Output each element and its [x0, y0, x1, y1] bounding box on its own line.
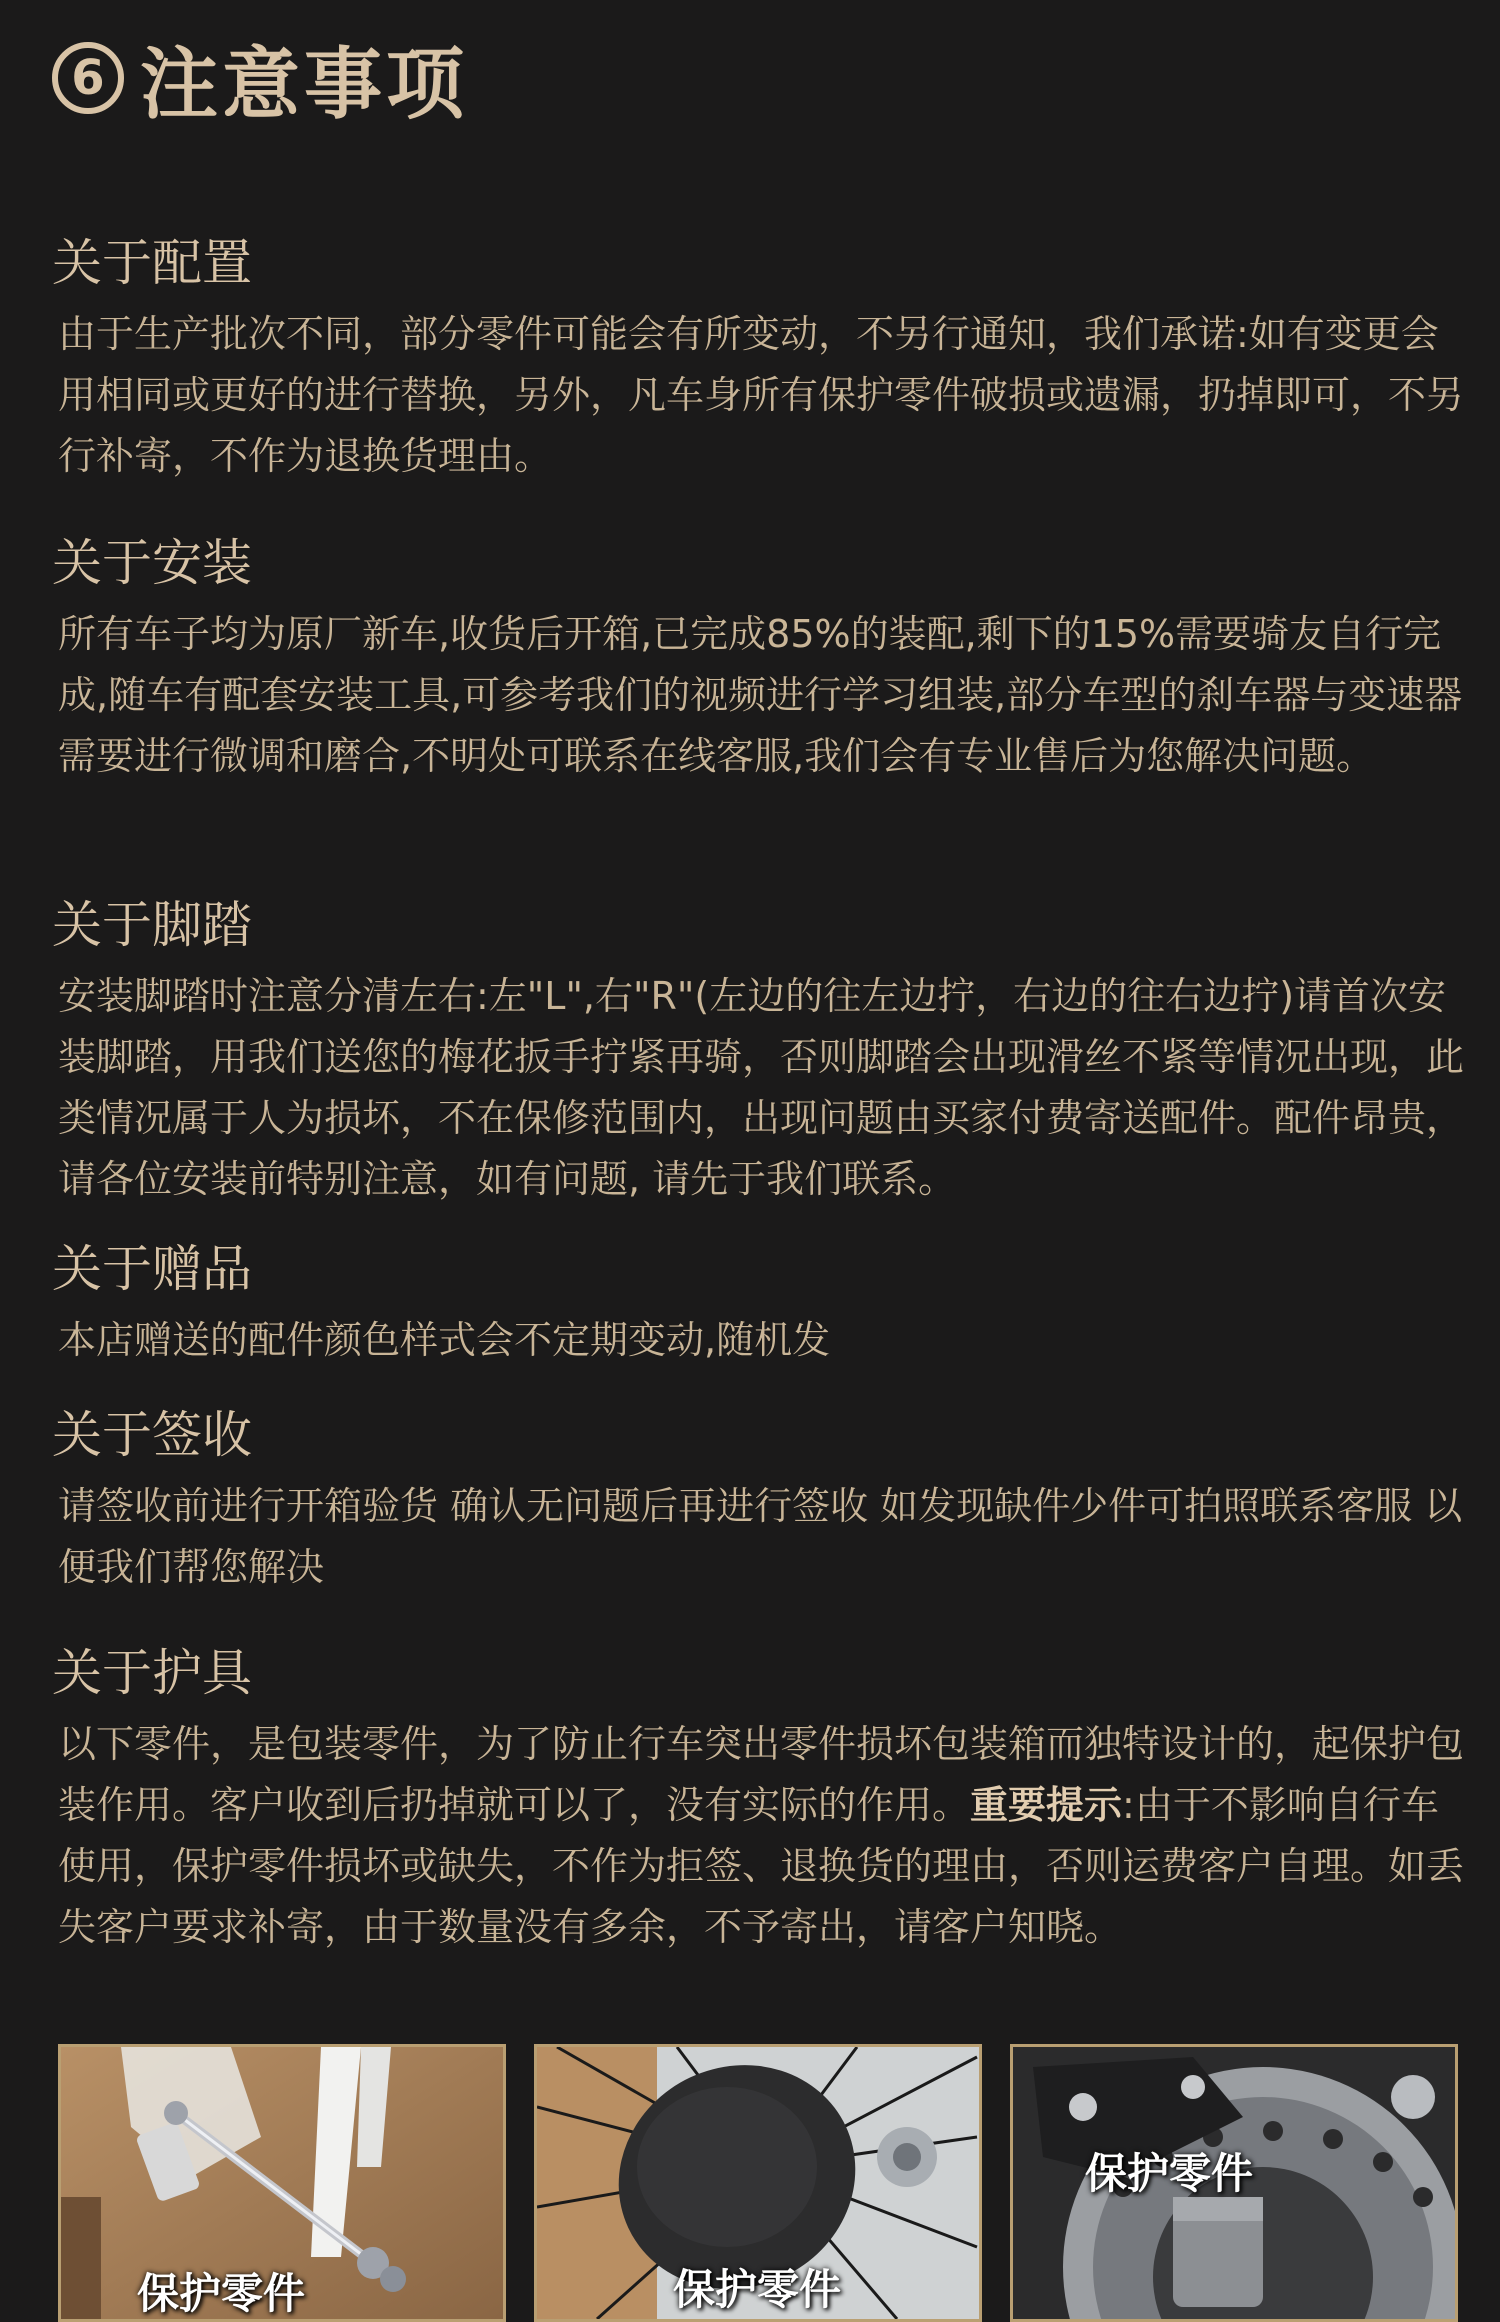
- body-text: 以下零件，是包装零件，为了防止行车突出零件损坏包装箱而独特设计的，起保护包装作用。客户收到后扔掉就可以了，没有实际的作用。: [58, 1722, 1465, 1827]
- protector-image-3: [1010, 2044, 1458, 2322]
- section-body: [52, 1714, 1472, 1958]
- page-title-text: 注意事项: [140, 40, 469, 130]
- protector-image-1: [58, 2044, 506, 2322]
- protector-image-2: [534, 2044, 982, 2322]
- section-title: 关于护具: [52, 1644, 252, 1702]
- section-receipt: [52, 1404, 1472, 1598]
- protector-label: 保护零件: [137, 2269, 306, 2318]
- page-title: [52, 28, 468, 128]
- section-title: 关于脚踏: [52, 896, 252, 954]
- body-text: :由于不影响自行车使用，保护零件损坏或缺失，不作为拒签、退换货的理由，否则运费客户自理。如丢失客户要求补寄，由于数量没有多余，不予寄出，请客户知晓。: [58, 1783, 1465, 1949]
- important-tip-label: 重要提示: [970, 1783, 1123, 1827]
- protector-label: 保护零件: [1085, 2149, 1254, 2198]
- circled-number-badge: 6: [52, 42, 124, 114]
- section-protector: [52, 1642, 1472, 1958]
- section-title: 关于安装: [52, 534, 252, 592]
- section-body: 所有车子均为原厂新车,收货后开箱,已完成85%的装配,剩下的15%需要骑友自行完成,随车有配套安装工具,可参考我们的视频进行学习组装,部分车型的刹车器与变速器需要进行微调和磨合,不明处可联系在线客服,我们会有专业售后为您解决问题。: [58, 612, 1463, 778]
- section-pedal: [52, 894, 1472, 1210]
- section-install: [52, 532, 1472, 787]
- protector-label: 保护零件: [673, 2265, 842, 2314]
- section-title: 关于赠品: [52, 1240, 252, 1298]
- section-gift: [52, 1238, 1472, 1371]
- section-body: 请签收前进行开箱验货 确认无问题后再进行签收 如发现缺件少件可拍照联系客服 以便我们帮您解决: [58, 1484, 1463, 1589]
- section-body: 本店赠送的配件颜色样式会不定期变动,随机发: [58, 1318, 831, 1362]
- section-title: 关于签收: [52, 1406, 252, 1464]
- section-title: 关于配置: [52, 234, 252, 292]
- section-body: 由于生产批次不同，部分零件可能会有所变动，不另行通知，我们承诺:如有变更会用相同或更好的进行替换，另外，凡车身所有保护零件破损或遗漏，扔掉即可，不另行补寄，不作为退换货理由。: [58, 312, 1465, 478]
- section-config: [52, 232, 1472, 487]
- protector-image-row: [58, 2044, 1458, 2322]
- section-body: 安装脚踏时注意分清左右:左"L",右"R"(左边的往左边拧，右边的往右边拧)请首次安装脚踏，用我们送您的梅花扳手拧紧再骑，否则脚踏会出现滑丝不紧等情况出现，此类情况属于人为损坏，不在保修范围内，出现问题由买家付费寄送配件。配件昂贵，请各位安装前特别注意，如有问题, 请先于我们联系。: [58, 974, 1465, 1201]
